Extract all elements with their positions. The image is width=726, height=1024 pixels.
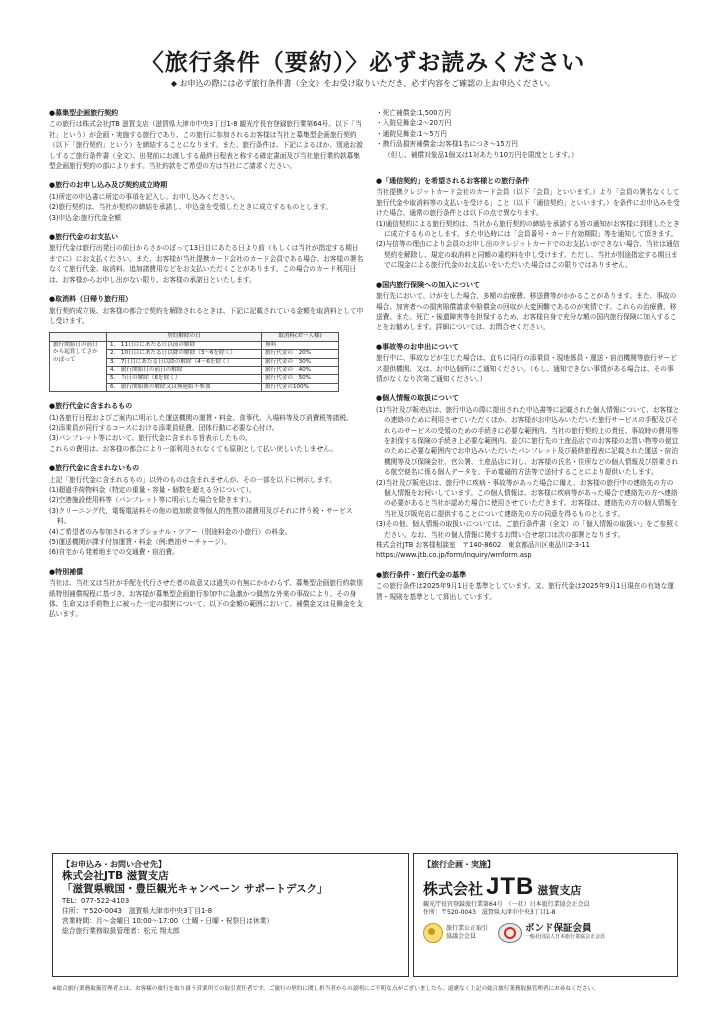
bond-subtitle: 一般社団法人日本旅行業協会正会員: [525, 934, 606, 940]
organizer-address: 住所：〒520-0043 滋賀県大津市中央3丁目1-8: [423, 909, 556, 916]
list-item: (2)旅行契約は、当社が契約の締結を承諾し、申込金を受領したときに成立するものとします。: [49, 203, 333, 212]
section-heading: ●国内旅行保険への加入について: [376, 280, 480, 289]
list-item: (6)自宅から発着地までの交通費・宿泊費。: [49, 548, 179, 557]
badges-row: [423, 923, 668, 943]
section-body: 旅行中に、事故などが生じた場合は、直ちに同行の添乗員・現地係員・運送・宿泊機関等旅行サービス提供機関、又は、お申込個所にご通知ください。（もし、通知できない事情がある場合は、その事情がなくなり次第ご通知ください。）: [376, 354, 677, 383]
table-cell: 旅行代金の 50%: [262, 375, 339, 383]
section-accident-report: [376, 342, 680, 385]
organizer-company-prefix: 株式会社: [423, 880, 484, 898]
list-item: (1)超過手荷物料金（特定の重量・容量・個数を超える分について）。: [49, 486, 256, 494]
bond-title: ボンド保証会員: [525, 923, 592, 934]
section-heading: ●旅行のお申し込み及び契約成立時期: [49, 181, 168, 190]
list-item: （但し、補償対象品1個又は1対あたり10万円を限度とします。）: [384, 150, 578, 159]
section-body: この旅行は株式会社JTB 滋賀支店（滋賀県大津市中央3丁目1-8 観光庁長官登録旅行業第64号。以下「当社」という）が企画・実施する旅行であり、この旅行に参加されるお客様は当社と募集型企画旅行契約（以下「旅行契約」という）を締結することになります。また、旅行条件は、下記によるほか、別途お渡しするご旅行条件書（全文）、出発前にお渡しする最終日程表と称する確定書面及び当社旅行業約款募集型企画旅行契約の部によります。当社約款をご希望の方は当社にご請求ください。: [49, 120, 363, 171]
fair-trade-line1: 旅行業公正取引: [446, 925, 489, 932]
list-item: (1)当社及び販売店は、旅行申込の際に提出された申込書等に記載された個人情報について、お客様との連絡のために利用させていただくほか、お客様がお申込みいただいた旅行サービスの手配及びそれらのサービスの受領のための手続きに必要な範囲内、当社の旅行契約上の責任、事故時の費用等を担保する保険の手続き上必要な範囲内、並びに旅行先の土産品店でのお客様のお買い物等の便宜のために必要な範囲内でお申込みいただいたパンフレット及び最終旅程表に記載された運送・宿泊機関等及び保険会社、官公署、土産品店に対し、お客様の氏名・住所などの個人情報及び搭乗される航空便名に係る個人データを、予め電磁的方法等で送付することにより提供いたします。: [376, 405, 680, 477]
contact-manager: 総合旅行業務取扱管理者：松元 翔太郎: [62, 927, 180, 935]
section-special-compensation: [49, 567, 365, 620]
list-item: (2)与信等の理由により会員のお申し出のクレジットカードでのお支払いができない場合、当社は通信契約を解除し、規定の取消料と同額の違約料を申し受けます。ただし、当社が別途指定する期日までに現金による旅行代金のお支払いをいただいた場合はこの限りではありません。: [376, 240, 680, 270]
list-item: (2)添乗員が同行するコースにおける添乗員経費、団体行動に必要な心付け。: [49, 423, 279, 432]
jtb-logo: JTB: [486, 873, 535, 900]
right-column: [376, 108, 680, 611]
table-cell: 旅行代金の 20%: [262, 350, 339, 358]
section-heading: ●事故等のお申出について: [376, 342, 459, 351]
table-cell: 2. 10日目にあたる日以降の解除（3～6を除く）: [107, 350, 262, 358]
section-body: 旅行契約成立後、お客様の都合で契約を解除されるときは、下記に記載されている金額を取消料として申し受けます。: [49, 306, 364, 325]
fair-trade-text: [446, 925, 488, 941]
list-item: ・通院見舞金:1～5万円: [376, 129, 447, 138]
fair-trade-line2: 協議会会員: [446, 933, 477, 940]
section-cancellation: [49, 294, 365, 392]
list-item: ・死亡補償金:1,500万円: [376, 109, 451, 117]
contact-heading: 【お申込み・お問い合せ先】: [62, 860, 166, 869]
list-item: (2)空港施設使用料等（パンフレット等に明示した場合を除きます）。: [49, 496, 256, 505]
footnote: ※総合旅行業務取扱管理者とは、お客様の旅行を取り扱う営業所での取引責任者です。ご旅行の契約に関し担当者からの説明にご不明な点がございましたら、遠慮なく上記の総合旅行業務取扱管理者にお尋ねください。: [52, 986, 599, 992]
bond-badge: [498, 923, 605, 943]
table-cell: 3. 7日目にあたる日以降の解除（4～6を除く）: [107, 358, 262, 366]
list-item: (3)申込金:旅行代金全額: [49, 213, 121, 222]
section-heading: ●募集型企画旅行契約: [49, 109, 119, 117]
table-side-label: 旅行開始日の前日から起算してさかのぼって: [50, 341, 107, 391]
table-cell: 1. 11日目にあたる日以前の解除: [107, 341, 262, 349]
section-body: 旅行代金は旅行出発日の前日からさかのぼって13日目にあたる日より前（もしくは当社が指定する期日までに）にお支払ください。また、お客様が当社提携カード会社のカード会員である場合、お客様の署名なくて旅行代金、取消料、追加諸費用などをお支払いただくことがあります。この場合のカード利用日は、お客様からお申し出がない限り、お客様の承諾日といたします。: [49, 244, 364, 284]
section-heading: ●旅行代金のお支払い: [49, 233, 119, 242]
section-body: これらの費用は、お客様の都合により一部利用されなくても原則として払い戻しいたしません。: [49, 444, 337, 453]
table-cell: 4. 旅行開始日の前日の解除: [107, 366, 262, 374]
table-cell: 旅行代金の 30%: [262, 358, 339, 366]
bond-logo-icon: [498, 923, 522, 943]
privacy-contact: 株式会社JTB お客様相談室 〒140-8602 東京都品川区東品川2-3-11: [376, 541, 590, 550]
contact-box: [52, 853, 409, 977]
organizer-branch: 滋賀支店: [537, 884, 582, 897]
organizer-registration: 観光庁長官登録旅行業第64号 （一社）日本旅行業協会正会員: [423, 901, 590, 908]
section-heading: ●旅行代金に含まれるもの: [49, 402, 133, 411]
section-privacy: [376, 393, 680, 561]
list-item: (5)運送機関が課す付加運賃・料金（例:燃油サーチャージ）。: [49, 538, 231, 547]
contact-company: 株式会社JTB 滋賀支店: [62, 870, 169, 882]
cancellation-table: [49, 332, 339, 392]
section-body: 上記「旅行代金に含まれるもの」以外のものは含まれませんが、その一部を以下に例示します。: [49, 475, 337, 484]
list-item: ・携行品損害補償金:お客様1名につき～15万円: [376, 140, 518, 149]
section-application: [49, 180, 365, 223]
page-title: 〈旅行条件（要約）〉必ずお読みください: [140, 50, 586, 76]
list-item: (1)各旅行日程およびご案内に明示した運送機関の運賃・料金、食事代、入場料等及び消費税等諸税。: [49, 413, 353, 422]
section-insurance: [376, 280, 680, 333]
table-header-cell: 取消料(お一人様): [262, 333, 339, 341]
section-heading: ●個人情報の取扱について: [376, 394, 459, 403]
organizer-heading: 【旅行企画・実施】: [423, 860, 495, 869]
list-item: (3)パンフレット等において、旅行代金に含まれる旨表示したもの。: [49, 434, 252, 443]
section-body: 当社は、当社又は当社が手配を代行させた者の故意又は過失の有無にかかわらず、募集型企画旅行約款別紙特別補償規程に基づき、お客様が募集型企画旅行参加中に急激かつ偶然な外来の事故により、その身体、生命又は手荷物上に被った一定の損害について、以下の金額の範囲において、補償金又は見舞金を支払います。: [49, 579, 363, 619]
section-body: 当社提携クレジットカード会社のカード会員（以下「会員」といいます。）より「会員の署名なくして旅行代金や取消料等の支払いを受ける」こと（以下「通信契約」といいます。）を条件にお申込みを受けた場合、通常の旅行条件とは以下の点で異なります。: [376, 188, 680, 218]
table-header-cell: [50, 333, 107, 341]
section-contract: [49, 108, 365, 171]
section-payment: [49, 232, 365, 285]
contact-address: 住所：〒520-0043 滋賀県大津市中央3丁目1-8: [62, 907, 213, 915]
bond-text: [525, 925, 605, 941]
table-cell: 6. 旅行開始後の解除又は無連絡不参加: [107, 383, 262, 391]
list-item: (4)ご希望者のみ参加されるオプショナル・ツアー（別途料金の小旅行）の料金。: [49, 527, 292, 536]
section-included: [49, 401, 365, 454]
table-header-cell: 契約解除の日: [107, 333, 262, 341]
section-heading: ●取消料（日帰り旅行用）: [49, 295, 133, 304]
section-communication-contract: [376, 176, 680, 271]
list-item: (3)クリーニング代、電報電話料その他の追加飲食等個人的性質の諸費用及びそれに伴う税・サービス料。: [49, 506, 353, 526]
table-header-row: [50, 333, 339, 341]
section-heading: ●特別補償: [49, 567, 84, 576]
list-item: (3)その他、個人情報の取扱いについては、ご旅行条件書（全文）の「個人情報の取扱い」をご参照ください。なお、当社の個人情報に関するお問い合せ窓口は次の部署となります。: [376, 520, 680, 539]
table-row: [50, 341, 339, 349]
organizer-name: [423, 873, 668, 901]
section-body: 旅行先において、けがをした場合、多額の治療費、移送費等がかかることがあります。また、事故の場合、加害者への損害賠償請求や賠償金の回収が大変困難であるのが実情です。これらの治療費、移送費、また、死亡・後遺障害等を担保するため、お客様自身で充分な額の国内旅行保険に加入することをお勧めします。詳細については、お問合せください。: [376, 292, 677, 332]
table-cell: 無料: [262, 341, 339, 349]
section-heading: ●「通信契約」を希望されるお客様との旅行条件: [376, 177, 530, 186]
contact-hours: 営業時間：月～金曜日 10:00～17:00（土曜・日曜・祝祭日は休業）: [62, 917, 274, 925]
section-heading: ●旅行代金に含まれないもの: [49, 464, 140, 473]
list-item: ・入院見舞金:2～20万円: [376, 119, 452, 128]
fair-trade-seal-icon: [423, 923, 443, 943]
table-cell: 5. 当日の解除（6を除く）: [107, 375, 262, 383]
list-item: (2)当社及び販売店は、旅行中に疾病・事故等があった場合に備え、お客様の旅行中の連絡先の方の個人情報をお伺いしています。この個人情報は、お客様に疾病等があった場合で連絡先の方へ連絡の必要があると当社が認めた場合に使用させていただきます。お客様は、連絡先の方の個人情報を当社及び販売店に提供することについて連絡先の方の同意を得るものとします。: [376, 478, 678, 518]
privacy-url-link[interactable]: https://www.jtb.co.jp/form/inquiry/wmform.asp: [376, 551, 532, 560]
table-cell: 旅行代金の 40%: [262, 366, 339, 374]
organizer-box: [413, 853, 678, 977]
left-column: [49, 108, 365, 629]
fair-trade-badge: [423, 923, 488, 943]
section-body: この旅行条件は2025年9月1日を基準としています。又、旅行代金は2025年9月1日現在の有効な運賃・規則を基準として算出しています。: [376, 582, 674, 601]
list-item: (1)所定の申込書に所定の事項を記入し、お申し込みください。: [49, 192, 240, 201]
contact-desk: 「滋賀県戦国・豊臣観光キャンペーン サポートデスク」: [62, 883, 328, 895]
page-subtitle: ◆ お申込の際には必ず旅行条件書（全文）をお受け取りいただき、必ず内容をご確認の上お申込ください。: [170, 79, 556, 88]
section-criteria: [376, 570, 680, 602]
list-item: (1)通信契約による旅行契約は、当社から旅行契約の締結を承諾する旨の通知がお客様に到達したときに成立するものとします。また申込時には「会員番号・カード有効期限」等を通知して頂きます。: [376, 219, 680, 239]
contact-tel: TEL：077-522-4103: [62, 897, 130, 905]
section-compensation-amounts: [376, 108, 680, 160]
section-not-included: [49, 463, 365, 558]
section-heading: ●旅行条件・旅行代金の基準: [376, 570, 467, 579]
table-cell: 旅行代金の100%: [262, 383, 339, 391]
